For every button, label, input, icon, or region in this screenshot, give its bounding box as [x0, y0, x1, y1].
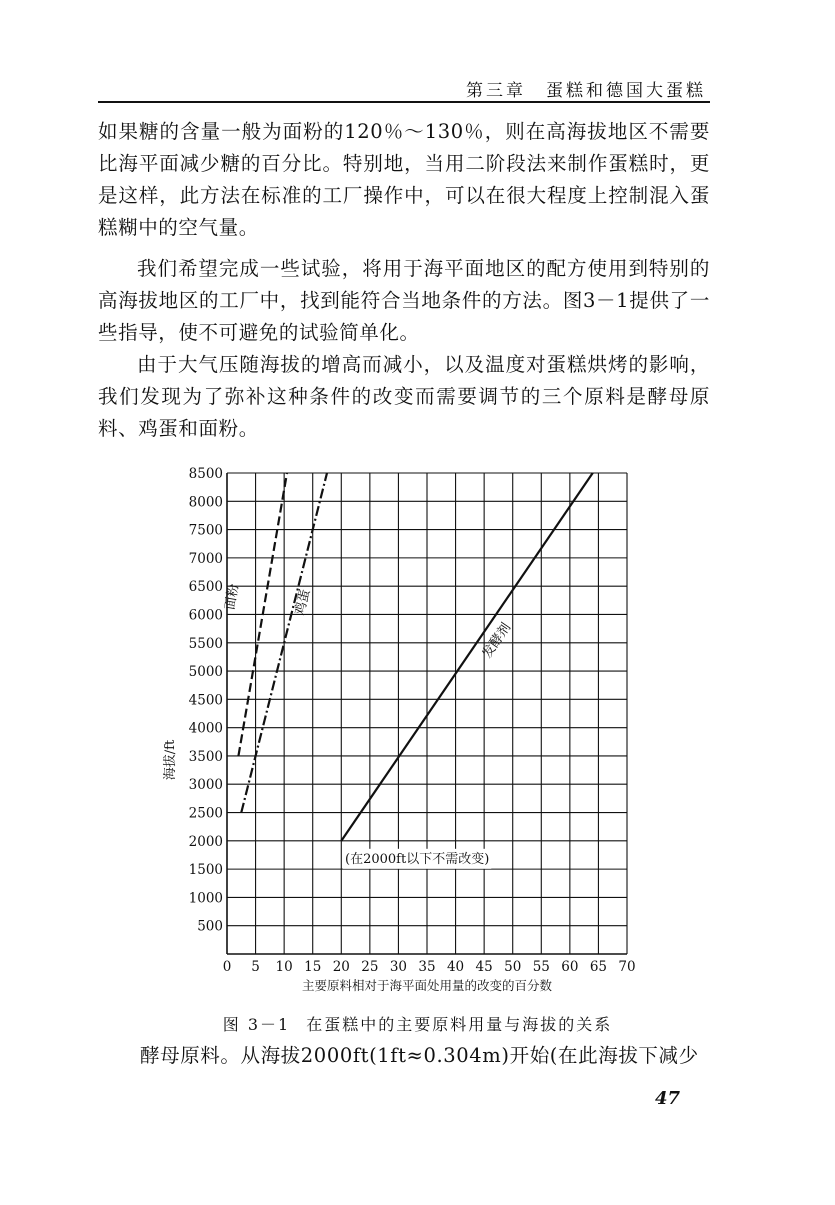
y-tick-label: 500	[197, 918, 223, 935]
x-tick-label: 45	[475, 959, 493, 975]
series-lines	[238, 473, 592, 841]
x-tick-label: 5	[251, 959, 260, 975]
x-axis-label: 主要原料相对于海平面处用量的改变的百分数	[301, 978, 553, 993]
x-tick-label: 20	[332, 959, 350, 975]
y-tick-labels	[189, 466, 223, 935]
x-tick-label: 10	[275, 959, 293, 975]
header-rule	[98, 101, 710, 103]
y-tick-label: 1000	[188, 890, 223, 907]
y-tick-label: 5500	[188, 635, 223, 652]
y-axis-label: 海拔/ft	[163, 739, 178, 781]
x-tick-labels	[223, 959, 636, 975]
y-tick-label: 2500	[188, 805, 223, 822]
paragraph-1: 如果糖的含量一般为面粉的120％～130％，则在高海拔地区不需要比海平面减少糖的百分比。特别地，当用二阶段法来制作蛋糕时，更是这样，此方法在标准的工厂操作中，可以在很大程度上控制混入蛋糕糊中的空气量。	[98, 120, 710, 239]
y-tick-label: 4500	[188, 692, 223, 709]
series-label: 鸡蛋	[292, 587, 314, 617]
x-tick-label: 60	[561, 959, 579, 975]
paragraph-2: 我们希望完成一些试验，将用于海平面地区的配方使用到特别的高海拔地区的工厂中，找到能符合当地条件的方法。图3－1提供了一些指导，使不可避免的试验简单化。	[98, 257, 710, 344]
altitude-chart	[150, 460, 650, 1000]
y-tick-label: 5000	[188, 664, 223, 681]
y-tick-label: 7500	[188, 522, 223, 539]
y-tick-label: 8000	[188, 494, 223, 511]
x-tick-label: 15	[304, 959, 322, 975]
x-tick-label: 40	[446, 959, 465, 975]
y-tick-label: 6500	[188, 579, 223, 596]
y-tick-label: 6000	[188, 607, 223, 624]
series-label: 面粉	[222, 582, 243, 611]
x-tick-label: 50	[504, 959, 522, 975]
paragraph-4: 酵母原料。从海拔2000ft(1ft≈0.304m)开始(在此海拔下减少	[140, 1044, 699, 1067]
x-tick-label: 30	[389, 959, 408, 975]
figure-caption	[0, 1012, 835, 1035]
x-tick-label: 65	[589, 959, 608, 975]
chapter-title: 第三章 蛋糕和德国大蛋糕	[466, 81, 706, 101]
y-tick-label: 1500	[188, 862, 223, 879]
annotation-note: (在2000ft以下不需改变)	[345, 851, 490, 867]
y-tick-label: 8500	[188, 466, 223, 482]
running-header	[98, 74, 710, 104]
x-tick-label: 25	[361, 959, 379, 975]
y-tick-label: 3500	[188, 748, 223, 765]
paragraph-3: 由于大气压随海拔的增高而减小，以及温度对蛋糕烘烤的影响，我们发现为了弥补这种条件的改变而需要调节的三个原料是酵母原料、鸡蛋和面粉。	[98, 353, 710, 440]
x-tick-label: 70	[618, 959, 636, 975]
x-tick-label: 0	[222, 959, 232, 975]
figure-number: 图 3－1	[222, 1015, 291, 1034]
x-tick-label: 35	[418, 959, 436, 975]
y-tick-label: 2000	[188, 833, 223, 850]
y-tick-label: 4000	[188, 720, 223, 737]
series-label: 发酵剂	[479, 620, 515, 662]
figure-chart	[150, 460, 650, 1000]
page-number: 47	[655, 1088, 681, 1109]
figure-caption-text: 在蛋糕中的主要原料用量与海拔的关系	[306, 1015, 613, 1034]
series-line-3	[341, 473, 592, 841]
x-tick-label: 55	[532, 959, 550, 975]
y-tick-label: 7000	[188, 550, 223, 567]
y-tick-label: 3000	[188, 777, 223, 794]
